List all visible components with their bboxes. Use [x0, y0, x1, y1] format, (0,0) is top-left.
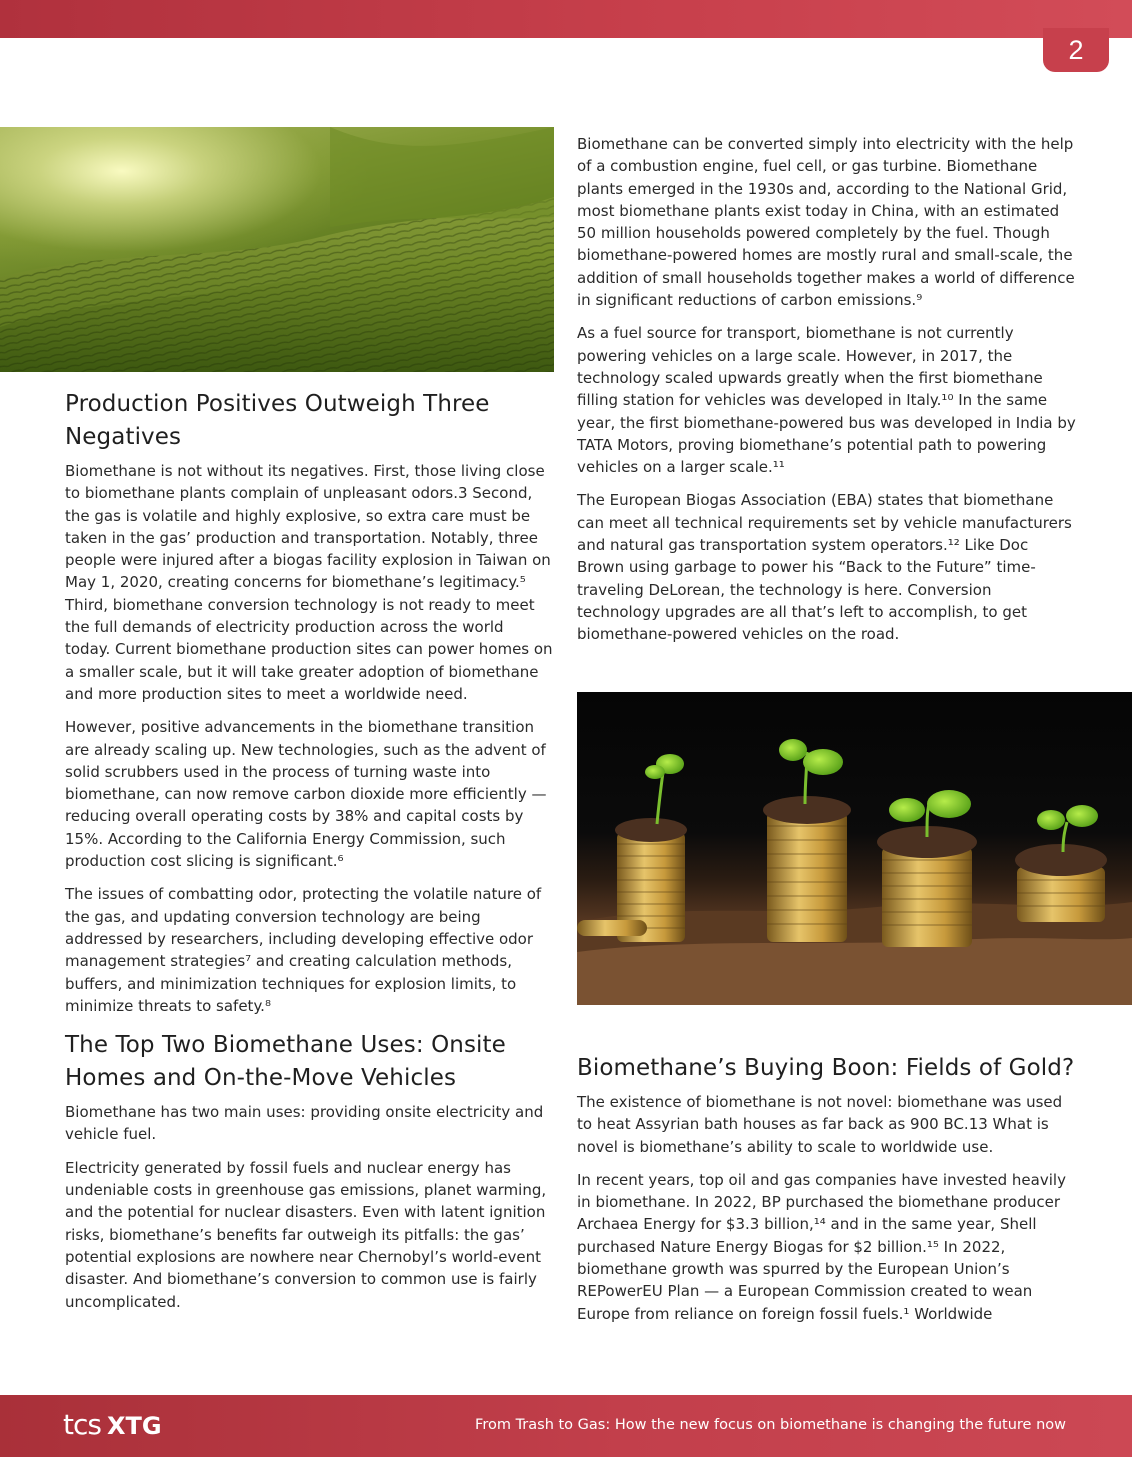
- paragraph: However, positive advancements in the biomethane transition are already scaling up. New technologies, such as the advent of solid scrubbers used in the process of turning waste into biomethane, can now remove carbon dioxide more efficiently — reducing overall operating costs by 38% and capital costs by 15%. According to the California Energy Commission, such production cost slicing is significant.⁶: [65, 718, 547, 871]
- footer-document-title: From Trash to Gas: How the new focus on biomethane is changing the future now: [475, 1417, 1066, 1433]
- tea-hills-photo: [0, 127, 554, 372]
- paragraph: As a fuel source for transport, biomethane is not currently powering vehicles on a large scale. However, in 2017, the technology scaled upwards greatly when the first biomethane filling station for vehicles was developed in Italy.¹⁰ In the same year, the first biomethane-powered bus was developed in India by TATA Motors, proving biomethane’s potential path to powering vehicles on a larger scale.¹¹: [577, 324, 1076, 477]
- left-column: [65, 388, 553, 1324]
- section-heading-buying-boon: Biomethane’s Buying Boon: Fields of Gold?: [577, 1055, 1075, 1081]
- section-heading-production-positives: Production Positives Outweigh Three Negatives: [65, 391, 490, 450]
- paragraph: Electricity generated by fossil fuels and nuclear energy has undeniable costs in greenhouse gas emissions, planet warming, and the potential for nuclear disasters. Even with latent ignition risks, biomethane’s benefits far outweigh its pitfalls: the gas’ potential explosions are nowhere near Chernobyl’s world-event disaster. And biomethane’s conversion to common use is fairly uncomplicated.: [65, 1158, 547, 1311]
- tea-hills-illustration: [0, 127, 554, 372]
- paragraph: In recent years, top oil and gas companies have invested heavily in biomethane. In 2022, BP purchased the biomethane producer Archaea Energy for $3.3 billion,¹⁴ and in the same year, Shell purchased Nature Energy Biogas for $2 billion.¹⁵ In 2022, biomethane growth was spurred by the European Union’s REPowerEU Plan — a European Commission created to wean Europe from reliance on foreign fossil fuels.¹ Worldwide: [577, 1170, 1066, 1323]
- paragraph: Biomethane is not without its negatives. First, those living close to biomethane plants complain of unpleasant odors.3 Second, the gas is volatile and highly explosive, so extra care must be taken in the gas’ production and transportation. Notably, three people were injured after a biogas facility explosion in Taiwan on May 1, 2020, creating concerns for biomethane’s legitimacy.⁵ Third, biomethane conversion technology is not ready to meet the full demands of electricity production across the world today. Current biomethane production sites can power homes on a smaller scale, but it will take greater adoption of biomethane and more production sites to meet a worldwide need.: [65, 462, 553, 703]
- paragraph: The existence of biomethane is not novel: biomethane was used to heat Assyrian bath houses as far back as 900 BC.13 What is novel is biomethane’s ability to scale to worldwide use.: [577, 1093, 1063, 1156]
- logo-xtg-text: XTG: [106, 1412, 162, 1440]
- coin-stacks-illustration: [577, 692, 1132, 1005]
- logo-tcs-text: tcs: [63, 1408, 101, 1441]
- coin-stacks-seedlings-photo: [577, 692, 1132, 1005]
- page-number: 2: [1043, 28, 1109, 72]
- paragraph: Biomethane can be converted simply into electricity with the help of a combustion engine, fuel cell, or gas turbine. Biomethane plants emerged in the 1930s and, according to the National Grid, most biomethane plants exist today in China, with an estimated 50 million households powered completely by the fuel. Though biomethane-powered homes are mostly rural and small-scale, the addition of small households together makes a world of difference in significant reductions of carbon emissions.⁹: [577, 135, 1075, 310]
- right-column: [577, 133, 1077, 657]
- right-section-buying-boon: [577, 1052, 1077, 1336]
- paragraph: Biomethane has two main uses: providing onsite electricity and vehicle fuel.: [65, 1103, 544, 1144]
- paragraph: The European Biogas Association (EBA) states that biomethane can meet all technical requirements set by vehicle manufacturers and natural gas transportation system operators.¹² Like Doc Brown using garbage to power his “Back to the Future” time-traveling DeLorean, the technology is here. Conversion technology upgrades are all that’s left to accomplish, to get biomethane-powered vehicles on the road.: [577, 491, 1072, 644]
- tcs-xtg-logo: [63, 1408, 162, 1441]
- top-bar: [0, 0, 1132, 38]
- section-heading-top-two-uses: The Top Two Biomethane Uses: Onsite Homes and On-the-Move Vehicles: [65, 1032, 506, 1092]
- paragraph: The issues of combatting odor, protecting the volatile nature of the gas, and updating conversion technology are being addressed by researchers, including developing effective odor management strategies⁷ and creating calculation methods, buffers, and minimization techniques for explosion limits, to minimize threats to safety.⁸: [65, 885, 542, 1015]
